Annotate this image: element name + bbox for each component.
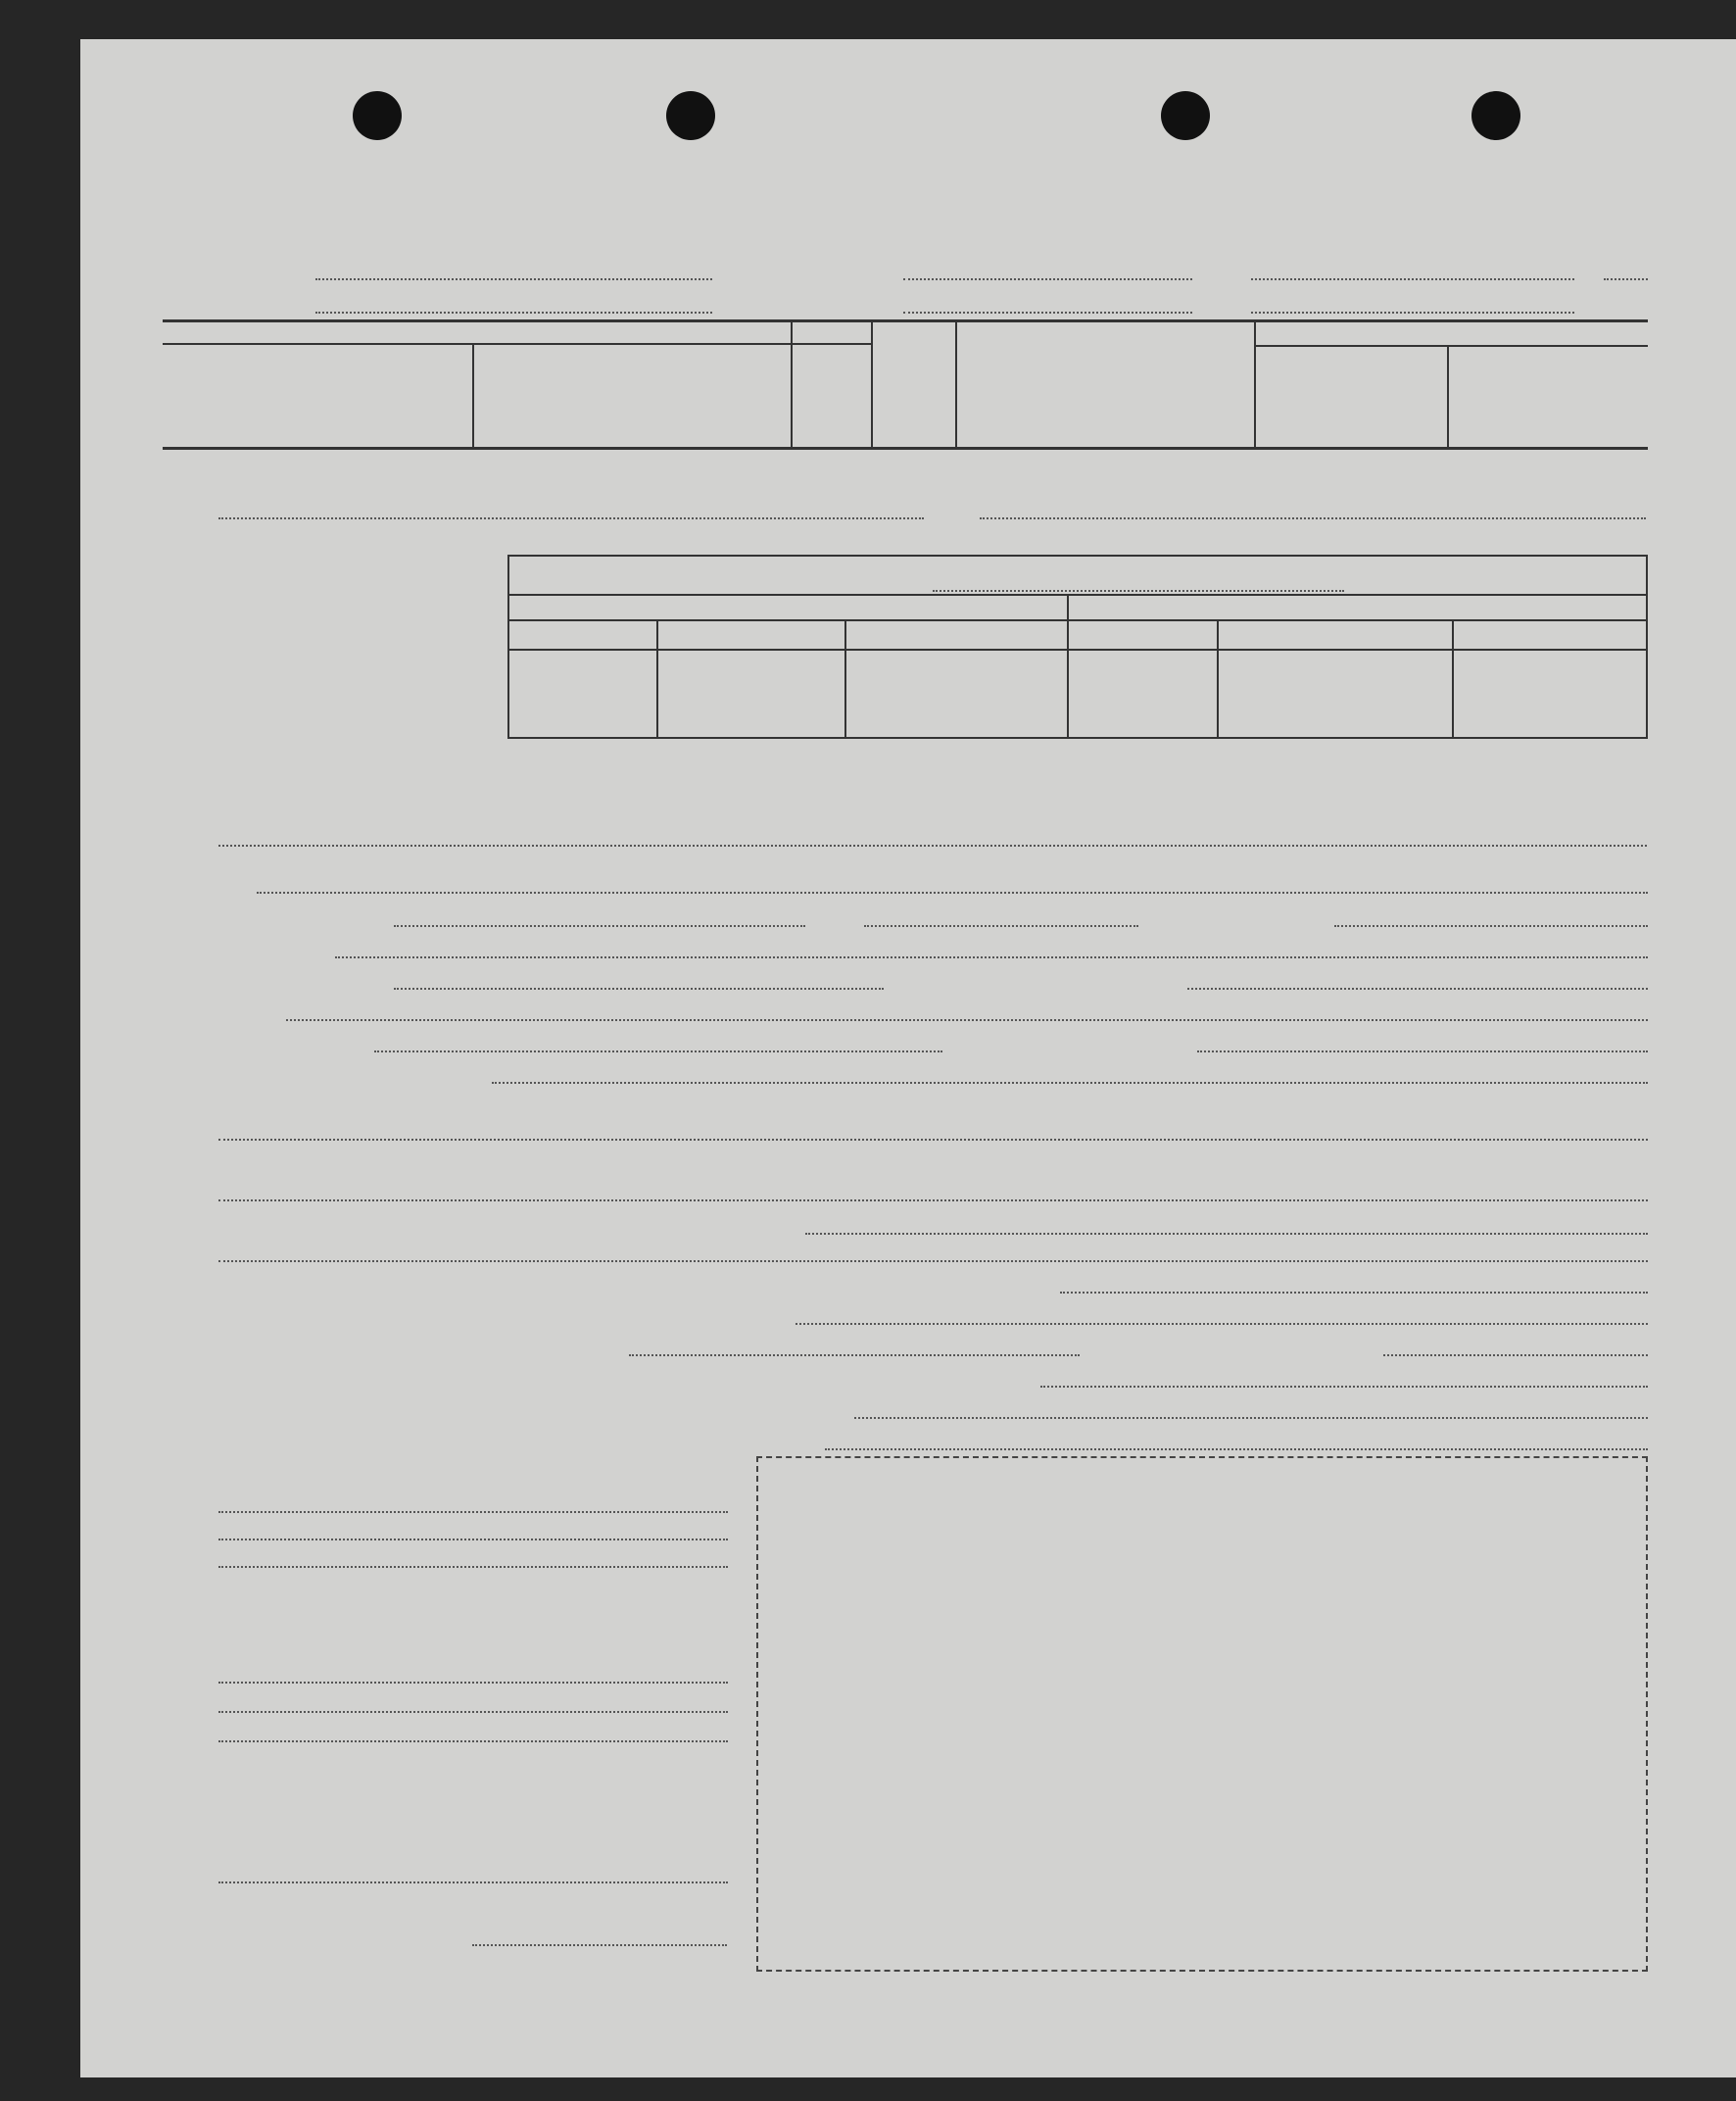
punch-hole: [1471, 91, 1520, 140]
punch-hole: [1161, 91, 1210, 140]
officer-box: [756, 1456, 1648, 1972]
form-sheet: [80, 39, 1736, 2077]
punch-hole: [666, 91, 715, 140]
punch-hole: [353, 91, 402, 140]
foreign-official-stamp: [1511, 176, 1669, 228]
